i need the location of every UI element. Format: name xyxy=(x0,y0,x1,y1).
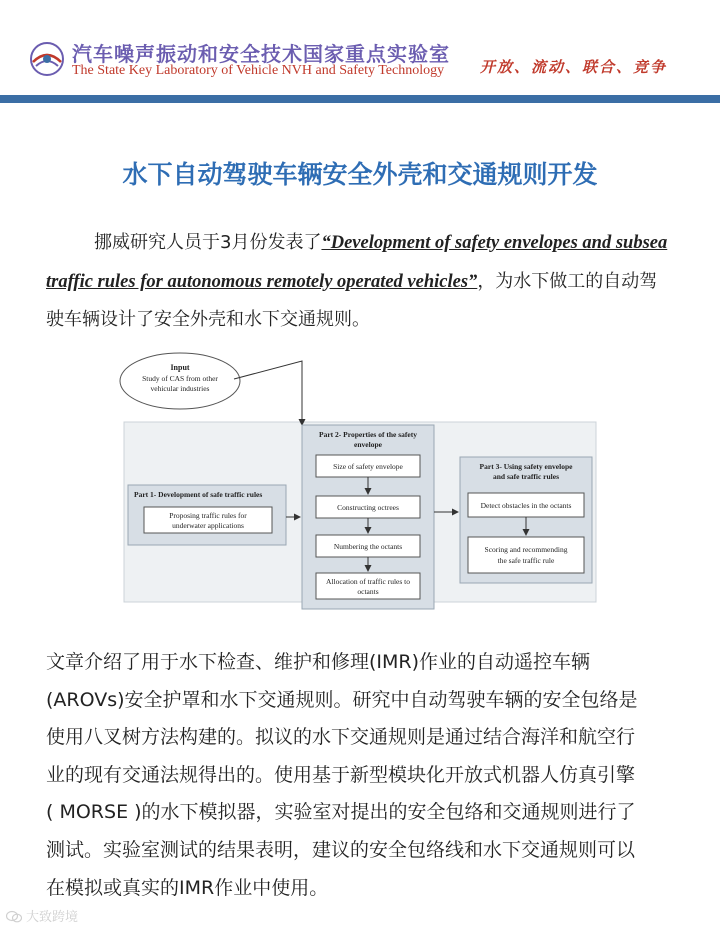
intro-text-before: 挪威研究人员于3月份发表了 xyxy=(94,232,322,253)
body-line: 测试。实验室测试的结果表明，建议的安全包络线和水下交通规则可以 xyxy=(46,838,636,861)
intro-text-after: ，为水下做工的自动驾驶车辆设计了安全外壳和水下交通规则。 xyxy=(46,270,658,330)
lab-name-en: The State Key Laboratory of Vehicle NVH and Safety Technology xyxy=(72,63,445,78)
part3-step-2-line-2: the safe traffic rule xyxy=(497,556,555,565)
body-line: 在模拟或真实的IMR作业中使用。 xyxy=(46,876,329,899)
paper-title: “Development of safety envelopes and subsea traffic rules for autonomous remotely operated vehicles” xyxy=(46,233,668,292)
part3-step-2 xyxy=(468,537,584,573)
input-line-2: vehicular industries xyxy=(150,384,210,393)
lab-name-cn: 汽车噪声振动和安全技术国家重点实验室 xyxy=(72,42,450,66)
body-line: (AROVs)安全护罩和水下交通规则。研究中自动驾驶车辆的安全包络是 xyxy=(46,688,638,711)
part1-box-line-1: Proposing traffic rules for xyxy=(169,511,247,520)
part3-title-line-1: Part 3- Using safety envelope xyxy=(479,462,573,471)
methodology-diagram xyxy=(114,345,604,625)
header-divider xyxy=(0,95,720,103)
body-line: 业的现有交通法规得出的。使用基于新型模块化开放式机器人仿真引擎 xyxy=(46,763,636,786)
lab-motto: 开放、流动、联合、竞争 xyxy=(480,58,668,76)
input-line-1: Study of CAS from other xyxy=(142,374,218,383)
input-title: Input xyxy=(170,363,190,372)
watermark xyxy=(6,906,78,925)
body-paragraph xyxy=(46,644,676,907)
part1-title: Part 1- Development of safe traffic rules xyxy=(134,490,263,499)
part3-title-line-2: and safe traffic rules xyxy=(492,472,560,481)
watermark-text: 大致跨境 xyxy=(26,910,79,925)
lab-emblem-icon xyxy=(28,40,66,78)
part1-box-line-2: underwater applications xyxy=(172,521,244,530)
part3-step-2-line-1: Scoring and recommending xyxy=(484,545,568,554)
wechat-watermark-icon xyxy=(6,910,22,923)
body-line: 文章介绍了用于水下检查、维护和修理(IMR)作业的自动遥控车辆 xyxy=(46,651,591,673)
input-connector xyxy=(234,361,302,425)
part3-step-1-text: Detect obstacles in the octants xyxy=(480,501,572,510)
article-title: 水下自动驾驶车辆安全外壳和交通规则开发 xyxy=(122,160,598,189)
part2-title-line-2: envelope xyxy=(354,440,382,449)
part2-step-2-text: Constructing octrees xyxy=(337,503,399,512)
intro-paragraph xyxy=(46,224,674,340)
page-header xyxy=(0,0,720,100)
part2-step-4-line-2: octants xyxy=(357,587,379,596)
part2-step-3-text: Numbering the octants xyxy=(333,542,403,551)
part2-step-4-line-1: Allocation of traffic rules to xyxy=(325,577,411,586)
part2-step-1-text: Size of safety envelope xyxy=(333,462,403,471)
body-line: 使用八叉树方法构建的。拟议的水下交通规则是通过结合海洋和航空行 xyxy=(46,726,636,749)
body-line: ( MORSE )的水下模拟器，实验室对提出的安全包络和交通规则进行了 xyxy=(46,801,636,824)
part2-title-line-1: Part 2- Properties of the safety xyxy=(319,430,417,439)
